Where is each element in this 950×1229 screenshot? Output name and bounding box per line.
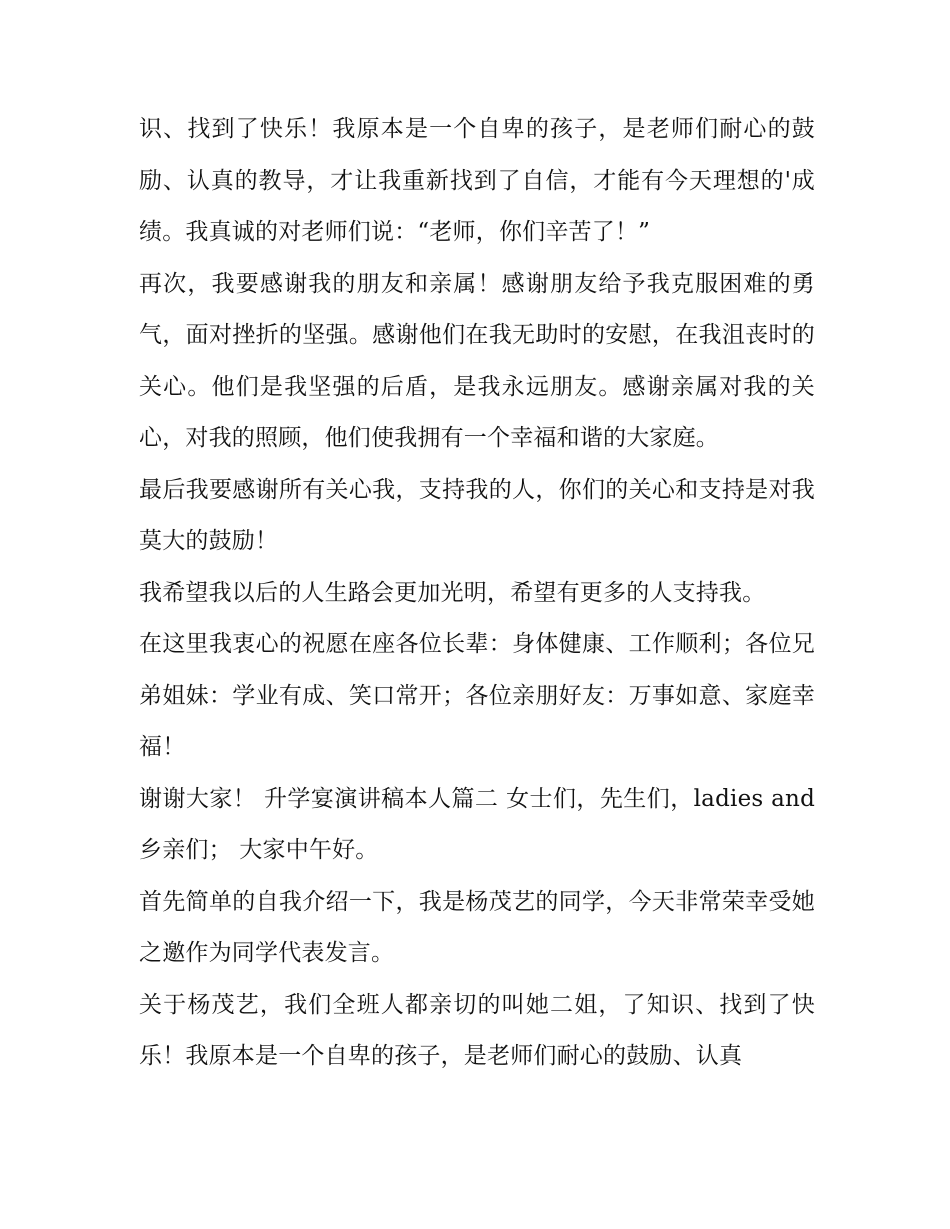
- document-body: [139, 104, 815, 1083]
- paragraph: 识、找到了快乐！我原本是一个自卑的孩子，是老师们耐心的鼓励、认真的教导，才让我重新找到了自信，才能有今天理想的'成绩。我真诚的对老师们说：“老师，你们辛苦了！”: [139, 116, 815, 245]
- paragraph: 关于杨茂艺，我们全班人都亲切的叫她二姐，了知识、找到了快乐！我原本是一个自卑的孩子，是老师们耐心的鼓励、认真: [139, 991, 815, 1069]
- paragraph: 我希望我以后的人生路会更加光明，希望有更多的人支持我。: [139, 579, 766, 606]
- paragraph: 首先简单的自我介绍一下，我是杨茂艺的同学，今天非常荣幸受她之邀作为同学代表发言。: [139, 888, 815, 966]
- paragraph: 在这里我衷心的祝愿在座各位长辈：身体健康、工作顺利；各位兄弟姐妹：学业有成、笑口常开；各位亲朋好友：万事如意、家庭幸福！: [139, 631, 815, 760]
- paragraph: 再次，我要感谢我的朋友和亲属！感谢朋友给予我克服困难的勇气，面对挫折的坚强。感谢他们在我无助时的安慰，在我沮丧时的关心。他们是我坚强的后盾，是我永远朋友。感谢亲属对我的关心，对我的照顾，他们使我拥有一个幸福和谐的大家庭。: [139, 270, 815, 451]
- paragraph: 最后我要感谢所有关心我，支持我的人，你们的关心和支持是对我莫大的鼓励！: [139, 476, 815, 554]
- paragraph: 谢谢大家！ 升学宴演讲稿本人篇二 女士们，先生们，ladies and 乡亲们； 大家中午好。: [139, 785, 815, 863]
